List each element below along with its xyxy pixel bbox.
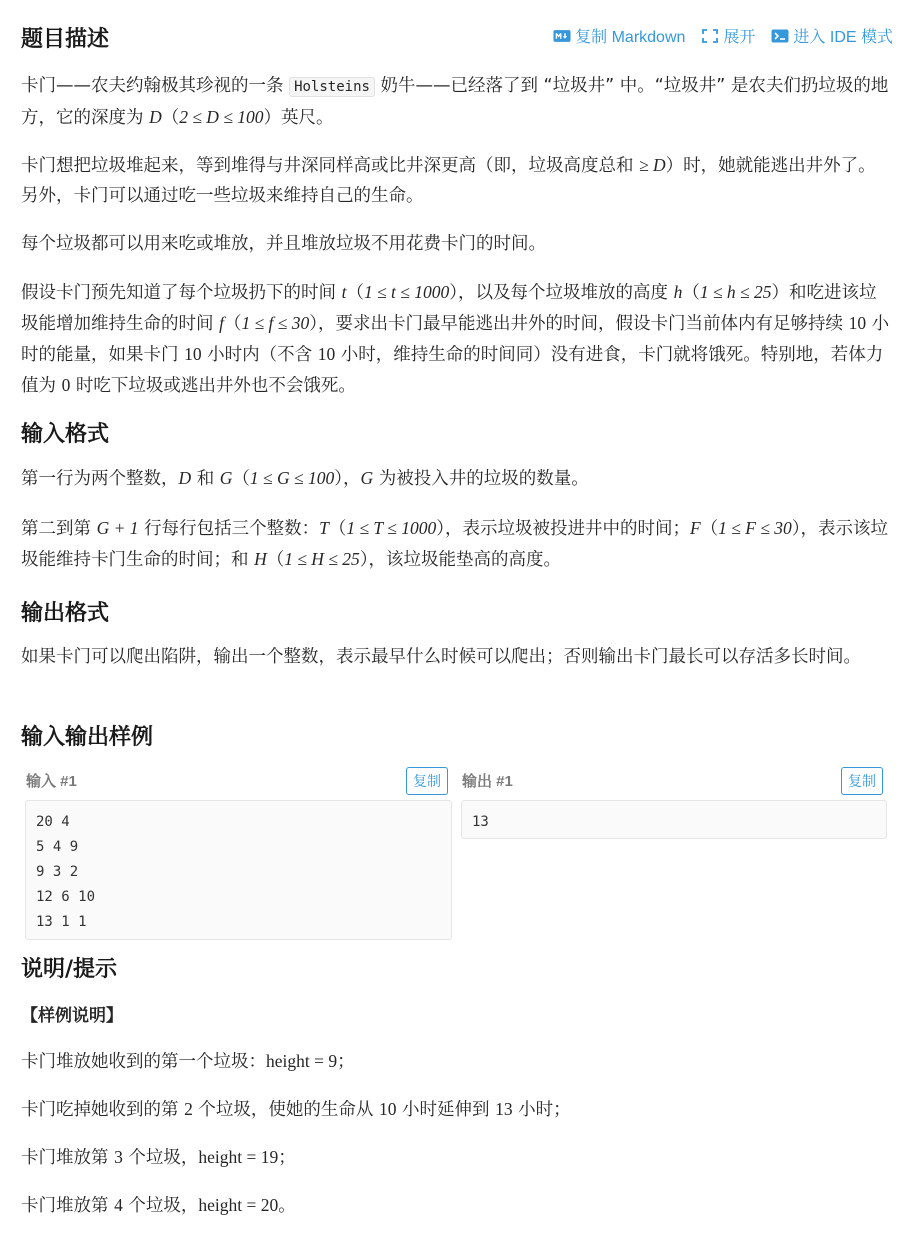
expand-label: 展开: [723, 29, 756, 46]
description-paragraph-1: 卡门——农夫约翰极其珍视的一条 Holsteins 奶牛——已经落了到 “垃圾井” 中。“垃圾井” 是农夫们扔垃圾的地方，它的深度为 D（2 ≤ D ≤ 100）英尺。: [21, 76, 889, 128]
expand-button[interactable]: [701, 24, 755, 47]
sample-input-line: 5 4 9: [36, 839, 79, 855]
markdown-icon: [553, 29, 571, 43]
sample-input-line: 13 1 1: [36, 914, 87, 930]
section-title-output-format: 输出格式: [21, 601, 110, 626]
sample-input-box[interactable]: [25, 800, 452, 940]
section-title-input-format: 输入格式: [21, 422, 110, 447]
copy-markdown-label: 复制 Markdown: [575, 29, 686, 46]
hint-sample-explanation-title: 【样例说明】: [21, 1006, 123, 1026]
section-title-samples: 输入输出样例: [21, 725, 154, 750]
sample-output-box[interactable]: [461, 800, 887, 839]
expand-icon: [701, 29, 719, 43]
sample-input-line: 12 6 10: [36, 889, 96, 905]
ide-mode-label: 进入 IDE 模式: [793, 29, 893, 46]
sample-output-line: 13: [472, 814, 489, 830]
toolbar: [553, 24, 893, 47]
copy-output-button[interactable]: 复制: [841, 767, 883, 795]
hint-line-4: 卡门堆放第 4 个垃圾，height = 20。: [21, 1195, 296, 1216]
sample-input-line: 20 4: [36, 814, 70, 830]
sample-output-title: 输出 #1: [462, 773, 513, 790]
copy-markdown-button[interactable]: [553, 24, 685, 47]
sample-input-line: 9 3 2: [36, 864, 79, 880]
output-format-paragraph-1: 如果卡门可以爬出陷阱，输出一个整数，表示最早什么时候可以爬出；否则输出卡门最长可以存活多长时间。: [21, 647, 861, 667]
input-format-paragraph-2: 第二到第 G + 1 行每行包括三个整数：T（1 ≤ T ≤ 1000），表示垃圾被投进井中的时间；F（1 ≤ F ≤ 30），表示该垃圾能维持卡门生命的时间；和 H（1 ≤ H ≤ 25），该垃圾能垫高的高度。: [21, 518, 889, 570]
input-format-paragraph-1: 第一行为两个整数，D 和 G（1 ≤ G ≤ 100），G 为被投入井的垃圾的数量。: [21, 468, 589, 489]
section-title-description: 题目描述: [21, 27, 110, 52]
hint-line-1: 卡门堆放她收到的第一个垃圾：height = 9；: [21, 1051, 355, 1072]
sample-input-title: 输入 #1: [26, 773, 77, 790]
description-paragraph-3: 每个垃圾都可以用来吃或堆放，并且堆放垃圾不用花费卡门的时间。: [21, 234, 546, 254]
description-paragraph-4: 假设卡门预先知道了每个垃圾扔下的时间 t（1 ≤ t ≤ 1000），以及每个垃圾堆放的高度 h（1 ≤ h ≤ 25）和吃进该垃圾能增加维持生命的时间 f（1 ≤ f ≤ 30），要求出卡门最早能逃出井外的时间，假设卡门当前体内有足够持续 10 小时的能量，如果卡门 10 小时内（不含 10 小时，维持生命的时间同）没有进食，卡门就将饿死。特别地，若体力值为 0 时吃下垃圾或逃出井外也不会饿死。: [21, 282, 890, 396]
copy-input-button[interactable]: 复制: [406, 767, 448, 795]
section-title-hint: 说明/提示: [21, 957, 118, 982]
hint-line-2: 卡门吃掉她收到的第 2 个垃圾，使她的生命从 10 小时延伸到 13 小时；: [21, 1099, 571, 1120]
description-paragraph-2: 卡门想把垃圾堆起来，等到堆得与井深同样高或比井深更高（即，垃圾高度总和 ≥ D）时，她就能逃出井外了。另外，卡门可以通过吃一些垃圾来维持自己的生命。: [21, 155, 876, 206]
hint-line-3: 卡门堆放第 3 个垃圾，height = 19；: [21, 1147, 296, 1168]
inline-code: Holsteins: [289, 77, 375, 97]
terminal-icon: [771, 29, 789, 43]
ide-mode-button[interactable]: [771, 24, 893, 47]
